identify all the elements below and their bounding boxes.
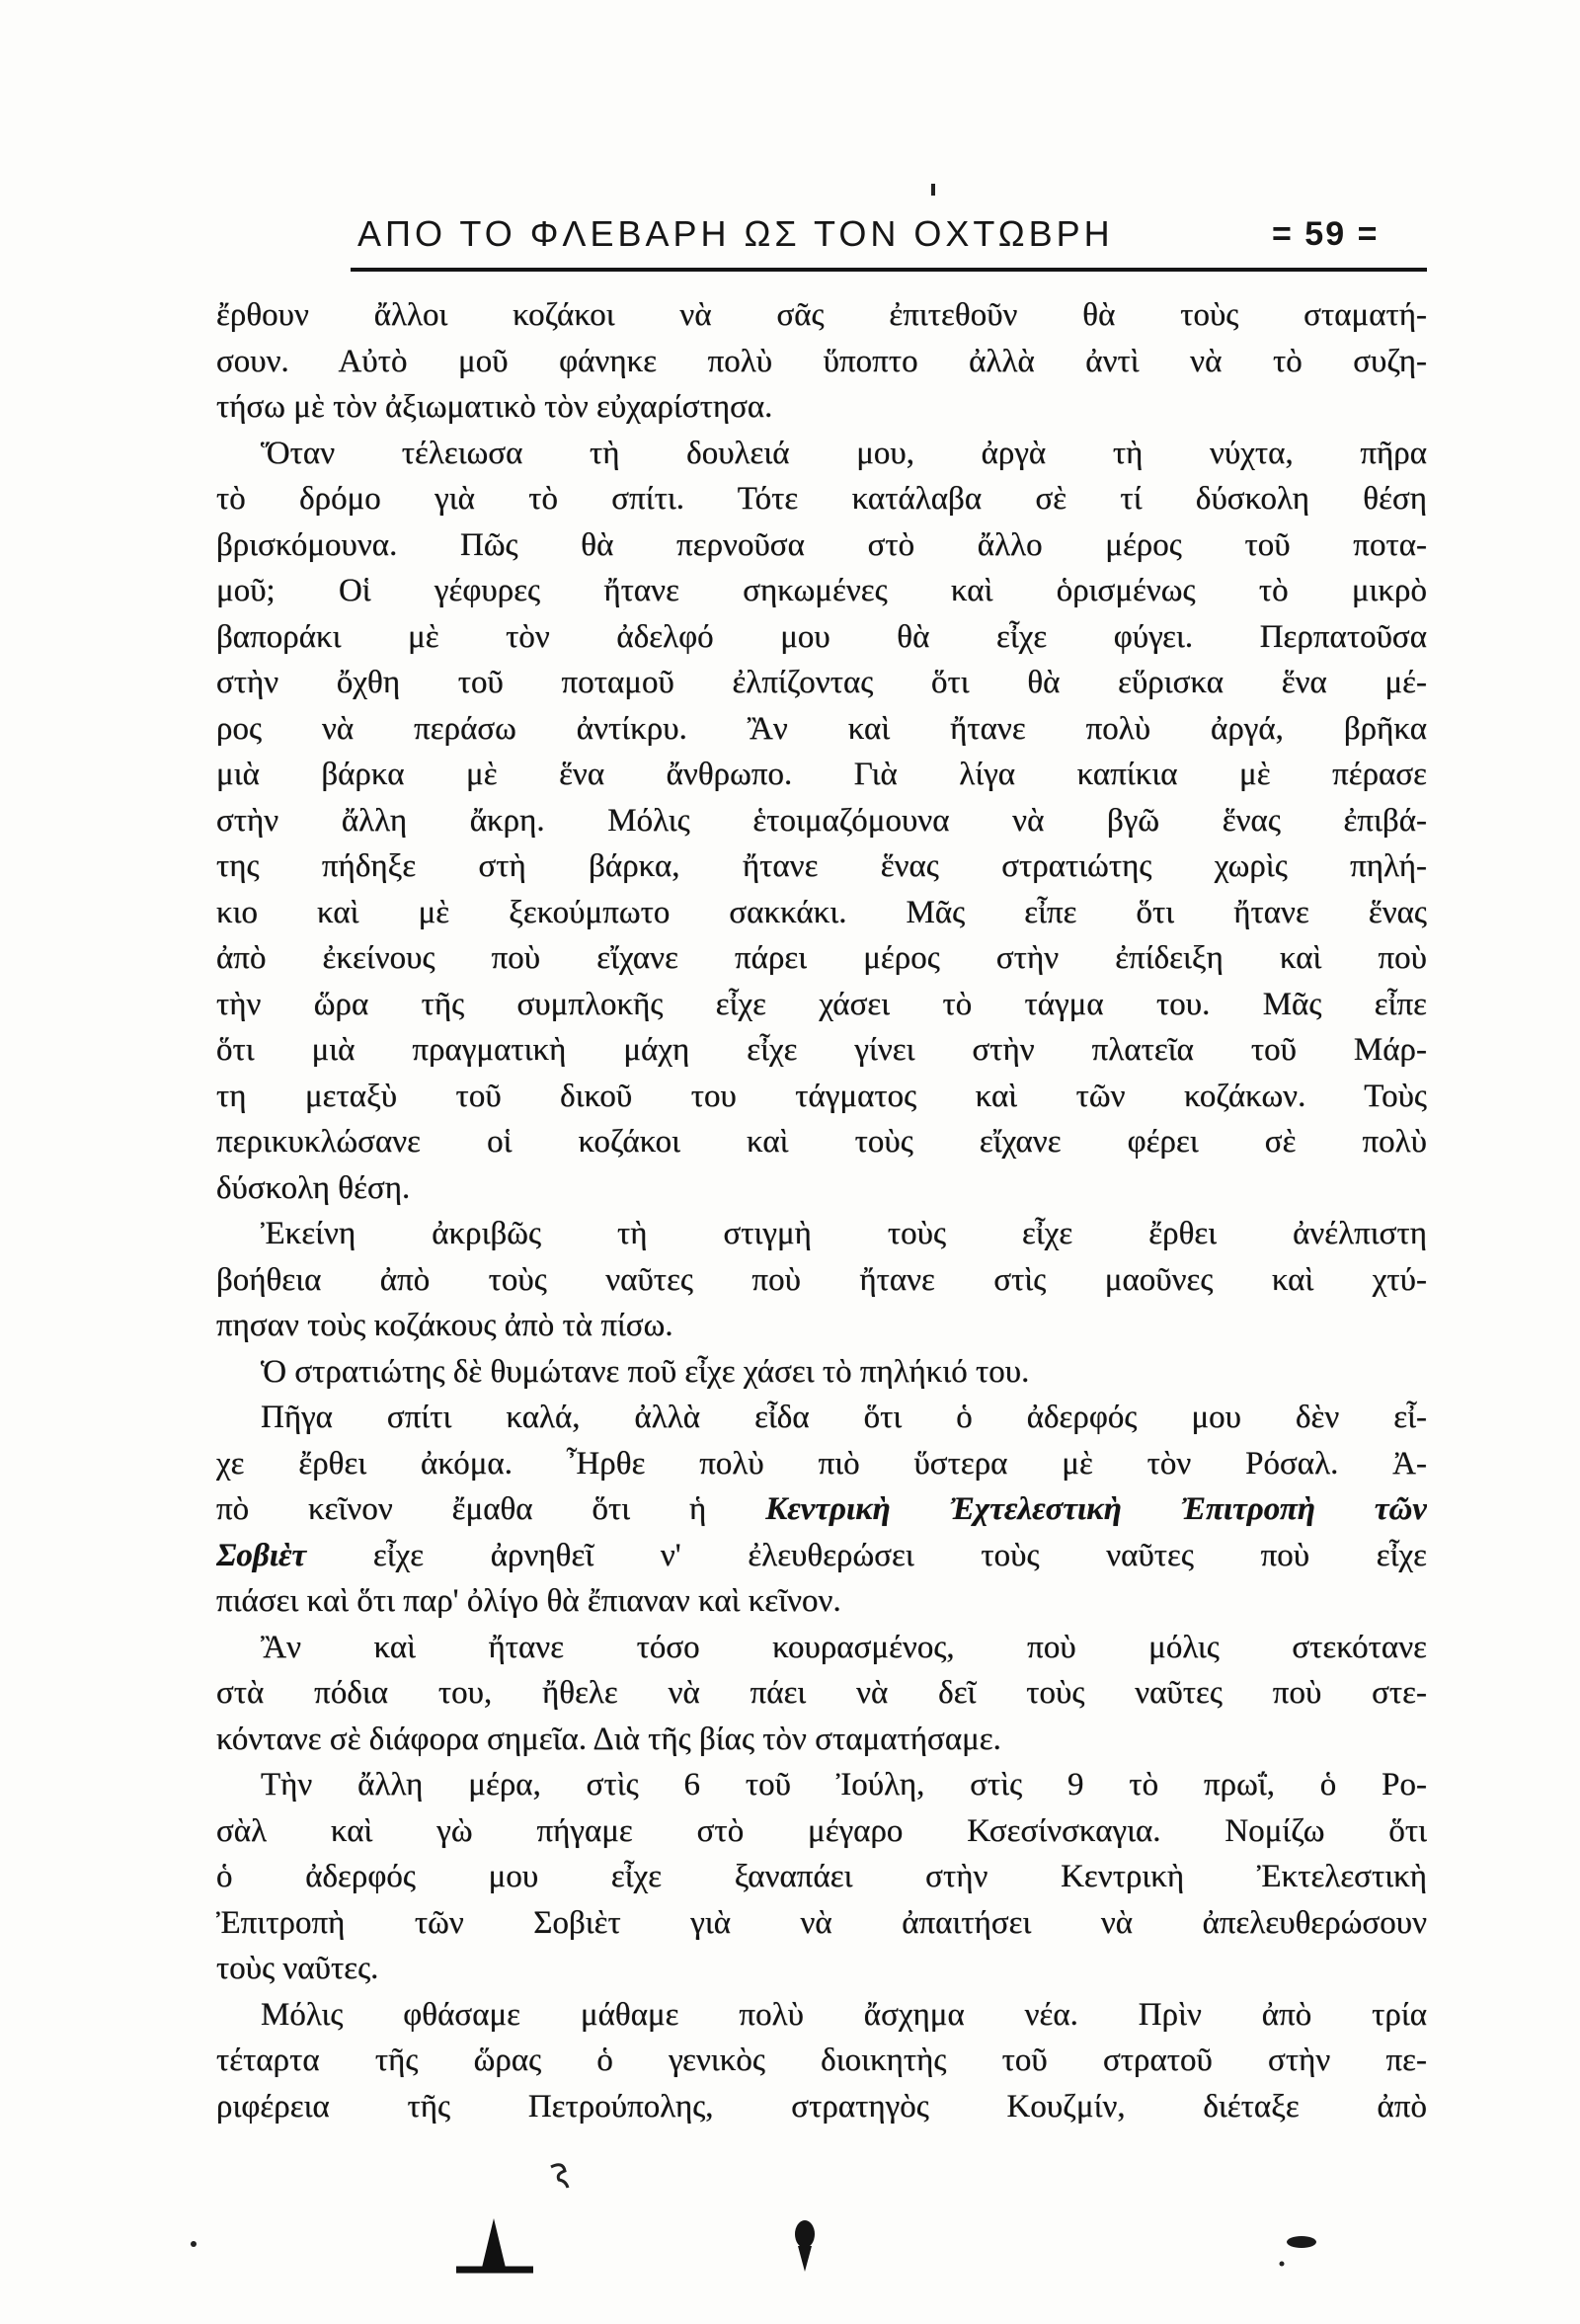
text-line: ριφέρεια τῆς Πετρούπολης, στρατηγὸς Κουζμίν, διέταξε ἀπὸ (216, 2088, 1427, 2124)
text-line: ὁ ἀδερφός μου εἶχε ξαναπάει στὴν Κεντρικὴ Ἐκτελεστικὴ (216, 1859, 1427, 1894)
text-line: της πήδηξε στὴ βάρκα, ἤτανε ἕνας στρατιώτης χωρὶς πηλή- (216, 848, 1427, 884)
text-line: Ὅταν τέλειωσα τὴ δουλειά μου, ἀργὰ τὴ νύχτα, πῆρα (261, 435, 1427, 471)
text-line: στὰ πόδια του, ἤθελε νὰ πάει νὰ δεῖ τοὺς ναῦτες ποὺ στε- (216, 1675, 1427, 1711)
paragraph (216, 1992, 1427, 2130)
text-line: βοήθεια ἀπὸ τοὺς ναῦτες ποὺ ἤτανε στὶς μαοῦνες καὶ χτύ- (216, 1261, 1427, 1298)
text-line: μιὰ βάρκα μὲ ἕνα ἄνθρωπο. Γιὰ λίγα καπίκια μὲ πέρασε (216, 757, 1427, 792)
text-line (216, 1533, 1427, 1579)
page-number: = 59 = (1272, 215, 1380, 253)
text-line: κόντανε σὲ διάφορα σημεῖα. Διὰ τῆς βίας τὸν σταματήσαμε. (216, 1721, 1001, 1757)
text-line: Μόλις φθάσαμε μάθαμε πολὺ ἄσχημα νέα. Πρὶν ἀπὸ τρία (261, 1996, 1427, 2033)
text-line: ρος νὰ περάσω ἀντίκρυ. Ἂν καὶ ἤτανε πολὺ ἀργά, βρῆκα (216, 710, 1427, 747)
paragraph (216, 1625, 1427, 1763)
scan-blot (482, 2218, 506, 2268)
text-line: Πῆγα σπίτι καλά, ἀλλὰ εἶδα ὅτι ὁ ἀδερφός μου δὲν εἶ- (261, 1400, 1427, 1435)
text-line: στὴν ὄχθη τοῦ ποταμοῦ ἐλπίζοντας ὅτι θὰ εὕρισκα ἕνα μέ- (216, 665, 1427, 700)
scan-speck (191, 2241, 197, 2247)
paragraph (216, 1395, 1427, 1625)
text-line: Τὴν ἄλλη μέρα, στὶς 6 τοῦ Ἰούλη, στὶς 9 τὸ πρωΐ, ὁ Ρο- (261, 1767, 1427, 1803)
text-line: κιο καὶ μὲ ξεκούμπωτο σακκάκι. Μᾶς εἶπε ὅτι ἤτανε ἕνας (216, 894, 1427, 930)
text-line: σὰλ καὶ γὼ πήγαμε στὸ μέγαρο Κσεσίνσκαγια. Νομίζω ὅτι (216, 1812, 1427, 1849)
text-run: εἶχε ἀρνηθεῖ ν' ἐλευθερώσει τοὺς ναῦτες ποὺ εἶχε (306, 1537, 1427, 1573)
text-line: χε ἔρθει ἀκόμα. Ἦρθε πολὺ πιὸ ὕστερα μὲ τὸν Ρόσαλ. Ἀ- (216, 1445, 1427, 1482)
paragraph (216, 292, 1427, 431)
scan-speck (551, 2165, 568, 2188)
text-line: τὸ δρόμο γιὰ τὸ σπίτι. Τότε κατάλαβα σὲ τί δύσκολη θέση (216, 481, 1427, 517)
body-text (216, 292, 1427, 2129)
paragraph (216, 1349, 1427, 1396)
text-line: Ὁ στρατιώτης δὲ θυμώτανε ποῦ εἶχε χάσει τὸ πηλήκιό του. (261, 1353, 1030, 1390)
text-line: ὅτι μιὰ πραγματικὴ μάχη εἶχε γίνει στὴν πλατεῖα τοῦ Μάρ- (216, 1032, 1427, 1068)
text-line: πιάσει καὶ ὅτι παρ' ὀλίγο θὰ ἔπιαναν καὶ κεῖνον. (216, 1583, 841, 1619)
text-line: τοὺς ναῦτες. (216, 1951, 379, 1986)
text-line: στὴν ἄλλη ἄκρη. Μόλις ἑτοιμαζόμουνα νὰ βγῶ ἕνας ἐπιβά- (216, 802, 1427, 839)
scan-artifacts (0, 2124, 1580, 2324)
italic-term: Κεντρικὴ Ἐχτελεστικὴ Ἐπιτροπὴ τῶν (765, 1491, 1427, 1527)
header-rule (351, 268, 1427, 272)
text-line: ἀπὸ ἐκείνους ποὺ εἴχανε πάρει μέρος στὴν ἐπίδειξη καὶ ποὺ (216, 940, 1427, 976)
text-line: περικυκλώσανε οἱ κοζάκοι καὶ τοὺς εἴχανε φέρει σὲ πολὺ (216, 1124, 1427, 1160)
text-line: τὴν ὥρα τῆς συμπλοκῆς εἶχε χάσει τὸ τάγμα του. Μᾶς εἶπε (216, 986, 1427, 1022)
text-line: βρισκόμουνα. Πῶς θὰ περνοῦσα στὸ ἄλλο μέρος τοῦ ποτα- (216, 526, 1427, 563)
text-line: τη μεταξὺ τοῦ δικοῦ του τάγματος καὶ τῶν κοζάκων. Τοὺς (216, 1078, 1427, 1114)
text-line: πησαν τοὺς κοζάκους ἀπὸ τὰ πίσω. (216, 1308, 673, 1343)
scan-blot (795, 2220, 815, 2248)
italic-term: Σοβιὲτ (216, 1537, 307, 1573)
text-line (216, 1486, 1427, 1533)
text-line: μοῦ; Οἱ γέφυρες ἤτανε σηκωμένες καὶ ὁρισμένως τὸ μικρὸ (216, 573, 1427, 608)
text-line: τέταρτα τῆς ὥρας ὁ γενικὸς διοικητὴς τοῦ στρατοῦ στὴν πε- (216, 2043, 1427, 2078)
paragraph (216, 1211, 1427, 1349)
text-line: τήσω μὲ τὸν ἀξιωματικὸ τὸν εὐχαρίστησα. (216, 389, 773, 425)
text-line: Ἂν καὶ ἤτανε τόσο κουρασμένος, ποὺ μόλις στεκότανε (261, 1629, 1427, 1665)
text-line: ἔρθουν ἄλλοι κοζάκοι νὰ σᾶς ἐπιτεθοῦν θὰ τοὺς σταματή- (216, 297, 1427, 333)
scan-speck (931, 184, 935, 196)
text-line: σουν. Αὐτὸ μοῦ φάνηκε πολὺ ὕποπτο ἀλλὰ ἀντὶ νὰ τὸ συζη- (216, 343, 1427, 379)
scan-blot (1287, 2236, 1316, 2248)
scan-speck (1280, 2262, 1285, 2267)
text-line: δύσκολη θέση. (216, 1169, 411, 1206)
text-run: πὸ κεῖνον ἔμαθα ὅτι ἡ (216, 1491, 766, 1527)
text-line: βαποράκι μὲ τὸν ἀδελφό μου θὰ εἶχε φύγει. Περπατοῦσα (216, 618, 1427, 655)
text-line: Ἐκείνη ἀκριβῶς τὴ στιγμὴ τοὺς εἶχε ἔρθει ἀνέλπιστη (261, 1216, 1427, 1251)
text-line: Ἐπιτροπὴ τῶν Σοβιὲτ γιὰ νὰ ἀπαιτήσει νὰ ἀπελευθερώσουν (216, 1904, 1427, 1941)
scan-blot (798, 2246, 812, 2272)
paragraph (216, 1762, 1427, 1992)
paragraph (216, 431, 1427, 1212)
running-title: ΑΠΟ ΤΟ ΦΛΕΒΑΡΗ ΩΣ ΤΟΝ ΟΧΤΩΒΡΗ (357, 213, 1114, 254)
